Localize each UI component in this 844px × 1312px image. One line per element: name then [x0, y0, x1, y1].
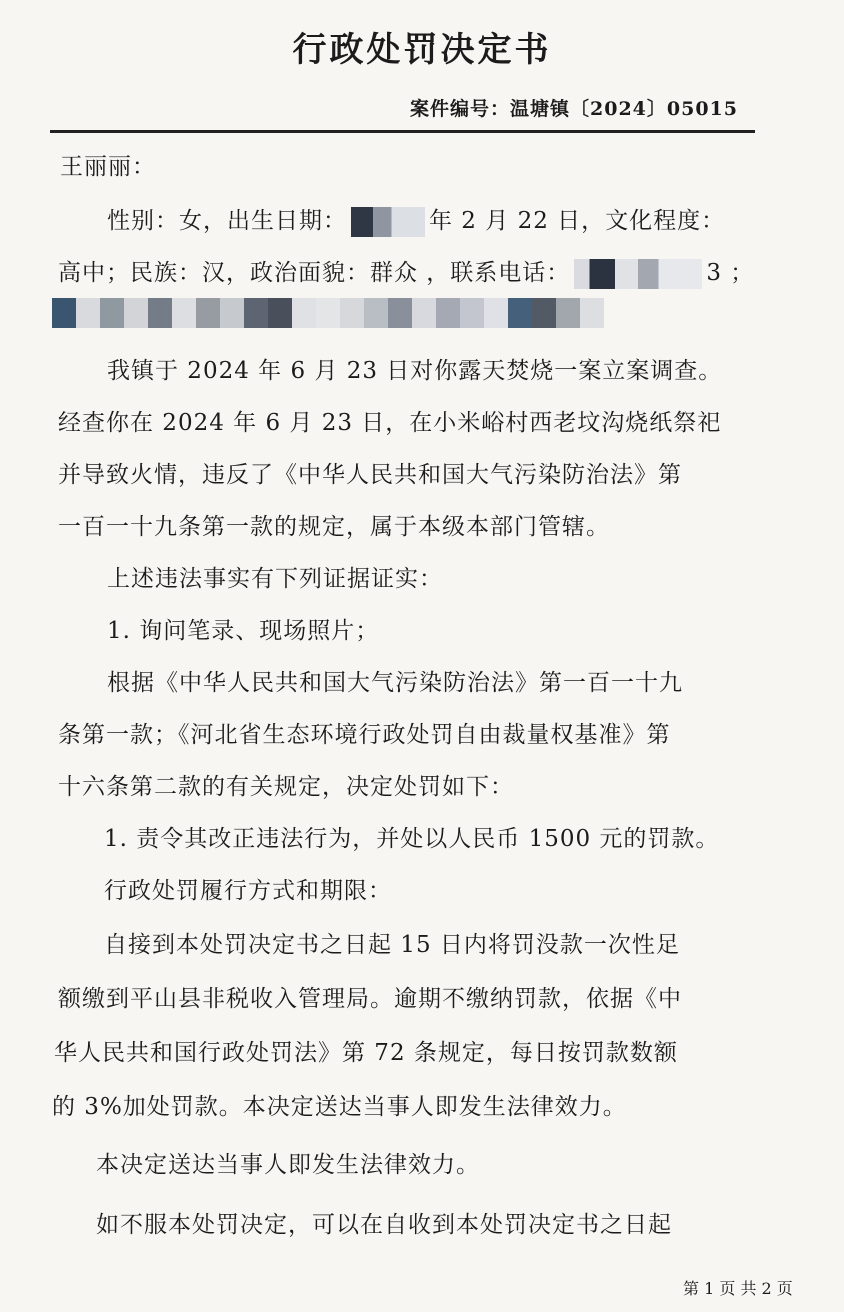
body-line: 并导致火情，违反了《中华人民共和国大气污染防治法》第	[58, 462, 682, 488]
redacted-address	[52, 298, 604, 328]
body-line: 的 3%加处罚款。本决定送达当事人即发生法律效力。	[52, 1094, 627, 1120]
redacted-phone	[574, 259, 702, 289]
page-number: 第 1 页 共 2 页	[683, 1279, 793, 1298]
redacted-birth-year	[351, 207, 425, 237]
body-line: 本决定送达当事人即发生法律效力。	[96, 1152, 480, 1178]
body-line: 1. 询问笔录、现场照片；	[107, 618, 380, 644]
body-line: 一百一十九条第一款的规定，属于本级本部门管辖。	[58, 514, 610, 540]
body-line: 华人民共和国行政处罚法》第 72 条规定，每日按罚款数额	[54, 1040, 678, 1066]
body-line: 经查你在 2024 年 6 月 23 日，在小米峪村西老坟沟烧纸祭祀	[58, 410, 722, 436]
body-line: 行政处罚履行方式和期限：	[104, 878, 392, 904]
body-line: 自接到本处罚决定书之日起 15 日内将罚没款一次性足	[104, 932, 680, 958]
body-line: 1. 责令其改正违法行为，并处以人民币 1500 元的罚款。	[104, 826, 720, 852]
body-line: 如不服本处罚决定，可以在自收到本处罚决定书之日起	[96, 1212, 672, 1238]
info-line-2	[58, 254, 754, 289]
body-line: 根据《中华人民共和国大气污染防治法》第一百一十九	[107, 670, 683, 696]
info-line-1-end: 年 2 月 22 日，文化程度：	[429, 208, 726, 234]
body-line: 我镇于 2024 年 6 月 23 日对你露天焚烧一案立案调查。	[107, 358, 723, 384]
info-line-2-start: 高中；民族：汉，政治面貌：群众 ，联系电话：	[58, 260, 571, 286]
body-line: 上述违法事实有下列证据证实：	[107, 566, 443, 592]
case-number: 案件编号：温塘镇〔2024〕05015	[410, 98, 738, 120]
info-line-1-start: 性别：女，出生日期：	[107, 208, 347, 234]
addressee: 王丽丽：	[60, 154, 156, 180]
info-line-1	[107, 202, 725, 237]
body-line: 额缴到平山县非税收入管理局。逾期不缴纳罚款，依据《中	[58, 986, 682, 1012]
body-line: 条第一款；《河北省生态环境行政处罚自由裁量权基准》第	[58, 722, 671, 748]
body-line: 十六条第二款的有关规定，决定处罚如下：	[58, 774, 514, 800]
header-divider	[50, 130, 755, 133]
document-title: 行政处罚决定书	[292, 30, 552, 70]
info-line-2-end: 3 ；	[706, 260, 755, 286]
